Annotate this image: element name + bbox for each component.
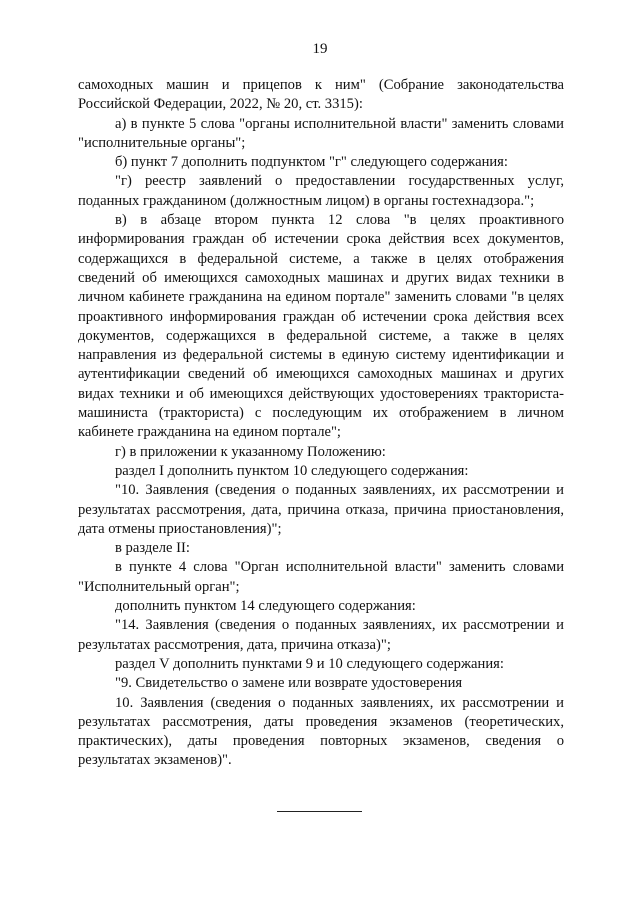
paragraph: в пункте 4 слова "Орган исполнительной власти" заменить словами "Исполнительный орган"; <box>78 559 564 595</box>
paragraph: а) в пункте 5 слова "органы исполнительной власти" заменить словами "исполнительные органы"; <box>78 115 564 151</box>
paragraph: в) в абзаце втором пункта 12 слова "в целях проактивного информирования граждан об истечении срока действия всех документов, содержащихся в федеральной системе, а также в целях отображения сведений об имеющихся самоходных машинах и других видах техники в личном кабинете гражданина на едином портале" заменить словами "в целях проактивного информирования граждан об истечении срока действия всех документов, содержащихся в федеральной системе, а также в целях направления из федеральной системы в единую систему идентификации и аутентификации сведений об имеющихся самоходных машинах и других видах техники и об имеющихся действующих удостоверениях тракториста-машиниста (тракториста) с последующим их отображением в личном кабинете гражданина на едином портале"; <box>78 212 564 441</box>
paragraph: "г) реестр заявлений о предоставлении государственных услуг, поданных гражданином (должностным лицом) в органы гостехнадзора."; <box>78 173 564 209</box>
paragraph: раздел I дополнить пунктом 10 следующего содержания: <box>115 462 469 479</box>
paragraph: б) пункт 7 дополнить подпунктом "г" следующего содержания: <box>115 154 508 171</box>
paragraph: г) в приложении к указанному Положению: <box>115 443 386 460</box>
paragraph: "9. Свидетельство о замене или возврате удостоверения <box>115 675 463 692</box>
paragraph: 10. Заявления (сведения о поданных заявлениях, их рассмотрении и результатах рассмотрения, даты проведения экзаменов (теоретических, практических), даты проведения повторных экзаменов, сведения о результатах экзаменов)". <box>78 694 564 769</box>
paragraph: в разделе II: <box>115 540 190 557</box>
paragraph: раздел V дополнить пунктами 9 и 10 следующего содержания: <box>115 655 504 672</box>
paragraph: "14. Заявления (сведения о поданных заявлениях, их рассмотрении и результатах рассмотрения, дата, причина отказа)"; <box>78 617 564 653</box>
end-separator-line <box>277 811 362 812</box>
paragraph: дополнить пунктом 14 следующего содержания: <box>115 598 416 615</box>
page-number: 19 <box>312 41 328 57</box>
paragraph: "10. Заявления (сведения о поданных заявлениях, их рассмотрении и результатах рассмотрения, дата, причина отказа, причина приостановления, дата отмены приостановления)"; <box>78 482 564 537</box>
paragraph: самоходных машин и прицепов к ним" (Собрание законодательства Российской Федерации, 2022, № 20, ст. 3315): <box>78 77 564 113</box>
document-body <box>78 76 564 771</box>
